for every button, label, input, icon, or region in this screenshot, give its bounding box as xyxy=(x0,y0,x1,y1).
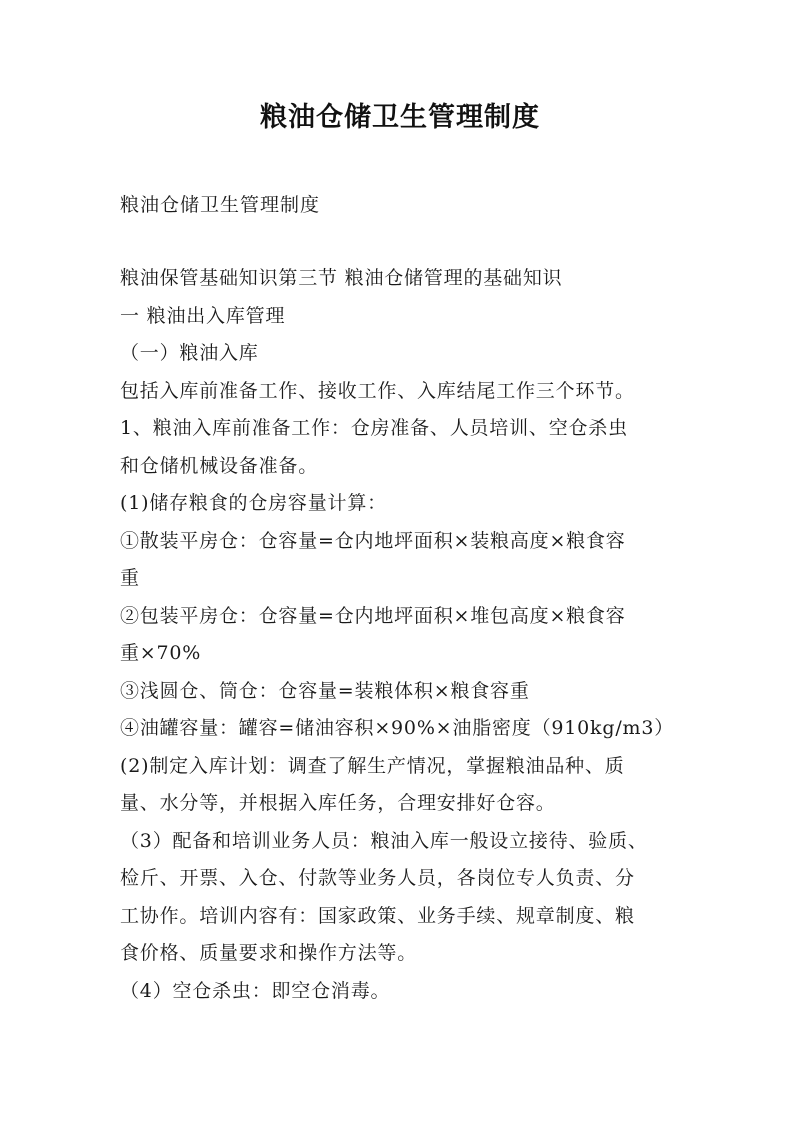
document-title: 粮油仓储卫生管理制度 xyxy=(260,102,540,133)
body-line: 粮油保管基础知识第三节 粮油仓储管理的基础知识 xyxy=(120,267,563,289)
body-line: ①散装平房仓：仓容量=仓内地坪面积×装粮高度×粮食容 xyxy=(120,529,626,552)
body-line: 重 xyxy=(120,567,140,589)
body-line: ③浅圆仓、筒仓：仓容量=装粮体积×粮食容重 xyxy=(120,679,530,702)
body-line: （3）配备和培训业务人员：粮油入库一般设立接待、验质、 xyxy=(120,829,648,852)
body-line: 工协作。培训内容有：国家政策、业务手续、规章制度、粮 xyxy=(120,904,635,927)
body-line: (1)储存粮食的仓房容量计算： xyxy=(120,492,387,514)
body-line: 包括入库前准备工作、接收工作、入库结尾工作三个环节。 xyxy=(120,379,635,402)
body-line: 检斤、开票、入仓、付款等业务人员，各岗位专人负责、分 xyxy=(120,867,635,889)
body-line: ②包装平房仓：仓容量=仓内地坪面积×堆包高度×粮食容 xyxy=(120,604,626,627)
body-line: ④油罐容量：罐容=储油容积×90%×油脂密度（910kg/m3） xyxy=(120,717,675,739)
body-line: 一 粮油出入库管理 xyxy=(120,304,286,327)
body-line: 食价格、质量要求和操作方法等。 xyxy=(120,942,418,964)
body-line: 量、水分等，并根据入库任务，合理安排好仓容。 xyxy=(120,792,556,814)
document-body xyxy=(120,260,700,1010)
body-line: (2)制定入库计划：调查了解生产情况，掌握粮油品种、质 xyxy=(120,754,625,777)
body-line: 和仓储机械设备准备。 xyxy=(120,454,319,477)
body-line: 1、粮油入库前准备工作：仓房准备、人员培训、空仓杀虫 xyxy=(120,417,628,439)
body-line: （一）粮油入库 xyxy=(120,342,259,364)
body-line: 重×70% xyxy=(120,642,202,664)
document-subtitle: 粮油仓储卫生管理制度 xyxy=(120,194,321,216)
body-line: （4）空仓杀虫：即空仓消毒。 xyxy=(120,979,391,1002)
